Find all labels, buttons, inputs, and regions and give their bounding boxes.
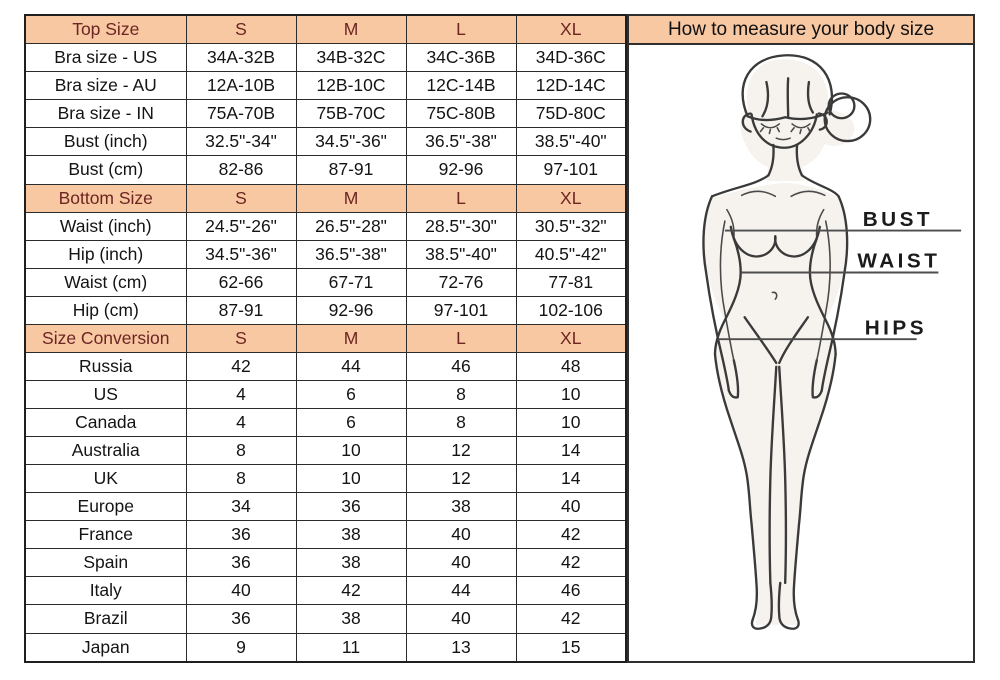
row-label: Australia <box>25 437 186 465</box>
cell-value: 9 <box>186 633 296 662</box>
row-label: US <box>25 380 186 408</box>
cell-value: 4 <box>186 380 296 408</box>
row-label: Hip (inch) <box>25 240 186 268</box>
row-label: France <box>25 521 186 549</box>
cell-value: 67-71 <box>296 268 406 296</box>
table-row <box>25 296 626 324</box>
cell-value: 75C-80B <box>406 100 516 128</box>
cell-value: 36 <box>186 549 296 577</box>
row-label: Hip (cm) <box>25 296 186 324</box>
size-column-header: XL <box>516 184 626 212</box>
cell-value: 75B-70C <box>296 100 406 128</box>
cell-value: 42 <box>516 605 626 633</box>
row-label: Bra size - AU <box>25 72 186 100</box>
cell-value: 36 <box>296 493 406 521</box>
cell-value: 14 <box>516 465 626 493</box>
size-column-header: S <box>186 184 296 212</box>
cell-value: 38 <box>296 521 406 549</box>
cell-value: 26.5"-28" <box>296 212 406 240</box>
cell-value: 34.5"-36" <box>186 240 296 268</box>
table-row <box>25 128 626 156</box>
table-row <box>25 605 626 633</box>
cell-value: 62-66 <box>186 268 296 296</box>
cell-value: 4 <box>186 409 296 437</box>
cell-value: 34A-32B <box>186 44 296 72</box>
table-row <box>25 156 626 184</box>
table-row <box>25 493 626 521</box>
cell-value: 97-101 <box>406 296 516 324</box>
cell-value: 13 <box>406 633 516 662</box>
cell-value: 10 <box>516 380 626 408</box>
table-row <box>25 577 626 605</box>
cell-value: 15 <box>516 633 626 662</box>
row-label: Russia <box>25 352 186 380</box>
cell-value: 92-96 <box>406 156 516 184</box>
section-header-label: Bottom Size <box>25 184 186 212</box>
cell-value: 10 <box>516 409 626 437</box>
cell-value: 30.5"-32" <box>516 212 626 240</box>
cell-value: 44 <box>406 577 516 605</box>
cell-value: 42 <box>516 549 626 577</box>
cell-value: 10 <box>296 465 406 493</box>
cell-value: 40.5"-42" <box>516 240 626 268</box>
table-row <box>25 409 626 437</box>
size-column-header: XL <box>516 324 626 352</box>
size-chart-table <box>24 14 627 663</box>
size-column-header: S <box>186 15 296 44</box>
table-row <box>25 212 626 240</box>
cell-value: 42 <box>296 577 406 605</box>
cell-value: 34 <box>186 493 296 521</box>
cell-value: 8 <box>406 409 516 437</box>
table-row <box>25 437 626 465</box>
cell-value: 24.5"-26" <box>186 212 296 240</box>
table-row <box>25 633 626 662</box>
table-row <box>25 521 626 549</box>
row-label: Waist (inch) <box>25 212 186 240</box>
table-row <box>25 100 626 128</box>
cell-value: 34B-32C <box>296 44 406 72</box>
size-column-header: M <box>296 15 406 44</box>
row-label: Bust (inch) <box>25 128 186 156</box>
cell-value: 40 <box>186 577 296 605</box>
cell-value: 72-76 <box>406 268 516 296</box>
measure-guide-panel <box>627 14 975 663</box>
cell-value: 36 <box>186 521 296 549</box>
cell-value: 8 <box>186 465 296 493</box>
cell-value: 12D-14C <box>516 72 626 100</box>
cell-value: 44 <box>296 352 406 380</box>
size-column-header: M <box>296 324 406 352</box>
cell-value: 38.5"-40" <box>406 240 516 268</box>
cell-value: 97-101 <box>516 156 626 184</box>
cell-value: 92-96 <box>296 296 406 324</box>
cell-value: 34C-36B <box>406 44 516 72</box>
cell-value: 42 <box>516 521 626 549</box>
cell-value: 87-91 <box>186 296 296 324</box>
row-label: Spain <box>25 549 186 577</box>
section-header-row <box>25 184 626 212</box>
cell-value: 12B-10C <box>296 72 406 100</box>
cell-value: 40 <box>516 493 626 521</box>
size-column-header: S <box>186 324 296 352</box>
row-label: Brazil <box>25 605 186 633</box>
table-row <box>25 465 626 493</box>
cell-value: 38 <box>406 493 516 521</box>
cell-value: 77-81 <box>516 268 626 296</box>
size-column-header: XL <box>516 15 626 44</box>
table-row <box>25 44 626 72</box>
cell-value: 40 <box>406 605 516 633</box>
bust-label: BUST <box>862 209 934 231</box>
row-label: Bust (cm) <box>25 156 186 184</box>
cell-value: 12C-14B <box>406 72 516 100</box>
size-column-header: L <box>406 184 516 212</box>
row-label: Europe <box>25 493 186 521</box>
cell-value: 32.5"-34" <box>186 128 296 156</box>
waist-label: WAIST <box>857 251 941 273</box>
cell-value: 87-91 <box>296 156 406 184</box>
table-row <box>25 268 626 296</box>
cell-value: 28.5"-30" <box>406 212 516 240</box>
cell-value: 102-106 <box>516 296 626 324</box>
table-row <box>25 240 626 268</box>
cell-value: 38 <box>296 605 406 633</box>
cell-value: 36 <box>186 605 296 633</box>
cell-value: 36.5"-38" <box>406 128 516 156</box>
table-row <box>25 380 626 408</box>
cell-value: 38.5"-40" <box>516 128 626 156</box>
table-row <box>25 352 626 380</box>
cell-value: 46 <box>516 577 626 605</box>
cell-value: 40 <box>406 521 516 549</box>
measure-guide-title: How to measure your body size <box>629 16 973 45</box>
size-column-header: L <box>406 324 516 352</box>
cell-value: 82-86 <box>186 156 296 184</box>
cell-value: 34D-36C <box>516 44 626 72</box>
row-label: Waist (cm) <box>25 268 186 296</box>
section-header-label: Top Size <box>25 15 186 44</box>
table-row <box>25 549 626 577</box>
cell-value: 75D-80C <box>516 100 626 128</box>
section-header-row <box>25 324 626 352</box>
table-row <box>25 72 626 100</box>
cell-value: 12 <box>406 437 516 465</box>
cell-value: 8 <box>186 437 296 465</box>
cell-value: 34.5"-36" <box>296 128 406 156</box>
cell-value: 42 <box>186 352 296 380</box>
cell-value: 12 <box>406 465 516 493</box>
row-label: Bra size - IN <box>25 100 186 128</box>
cell-value: 14 <box>516 437 626 465</box>
cell-value: 6 <box>296 380 406 408</box>
row-label: Bra size - US <box>25 44 186 72</box>
size-column-header: M <box>296 184 406 212</box>
cell-value: 46 <box>406 352 516 380</box>
cell-value: 75A-70B <box>186 100 296 128</box>
hips-label: HIPS <box>864 317 928 340</box>
cell-value: 40 <box>406 549 516 577</box>
cell-value: 8 <box>406 380 516 408</box>
section-header-row <box>25 15 626 44</box>
row-label: Canada <box>25 409 186 437</box>
cell-value: 38 <box>296 549 406 577</box>
cell-value: 12A-10B <box>186 72 296 100</box>
cell-value: 11 <box>296 633 406 662</box>
body-measure-diagram <box>629 43 973 661</box>
row-label: UK <box>25 465 186 493</box>
cell-value: 10 <box>296 437 406 465</box>
cell-value: 36.5"-38" <box>296 240 406 268</box>
row-label: Italy <box>25 577 186 605</box>
section-header-label: Size Conversion <box>25 324 186 352</box>
row-label: Japan <box>25 633 186 662</box>
cell-value: 48 <box>516 352 626 380</box>
cell-value: 6 <box>296 409 406 437</box>
size-column-header: L <box>406 15 516 44</box>
